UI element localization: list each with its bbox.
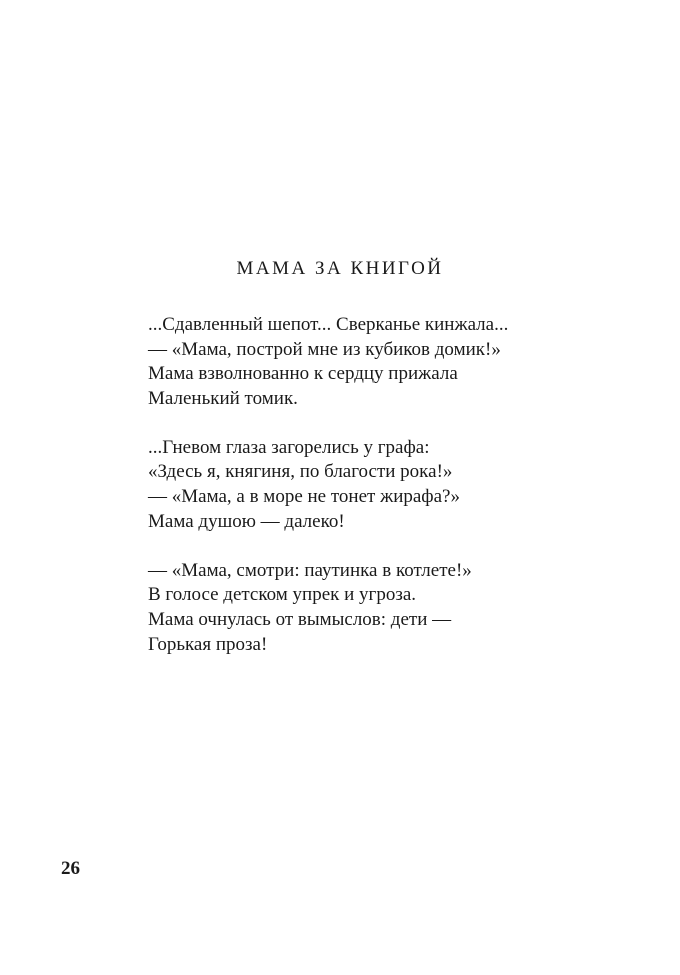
poem-title: МАМА ЗА КНИГОЙ bbox=[236, 258, 444, 279]
stanza-2 bbox=[148, 436, 648, 534]
poem-line: — «Мама, построй мне из кубиков домик!» bbox=[148, 338, 501, 360]
poem-line: Мама очнулась от вымыслов: дети — bbox=[148, 608, 452, 630]
poem-line: — «Мама, смотри: паутинка в котлете!» bbox=[148, 559, 472, 581]
poem-line: Мама взволнованно к сердцу прижала bbox=[148, 363, 458, 385]
poem-line: Горькая проза! bbox=[148, 633, 268, 655]
poem-line: ...Сдавленный шепот... Сверканье кинжала... bbox=[148, 314, 509, 335]
poem-line: — «Мама, а в море не тонет жирафа?» bbox=[148, 486, 460, 508]
poem-line: Мама душою — далеко! bbox=[148, 510, 345, 532]
poem-line: Маленький томик. bbox=[148, 387, 298, 409]
poem-line: В голосе детском упрек и угроза. bbox=[148, 584, 417, 606]
stanza-1 bbox=[148, 313, 648, 411]
poem-line: «Здесь я, княгиня, по благости рока!» bbox=[148, 461, 453, 483]
poem-line: ...Гневом глаза загорелись у графа: bbox=[148, 436, 430, 458]
page-number: 26 bbox=[61, 858, 80, 879]
stanza-3 bbox=[148, 559, 648, 657]
poem-body bbox=[148, 313, 648, 682]
